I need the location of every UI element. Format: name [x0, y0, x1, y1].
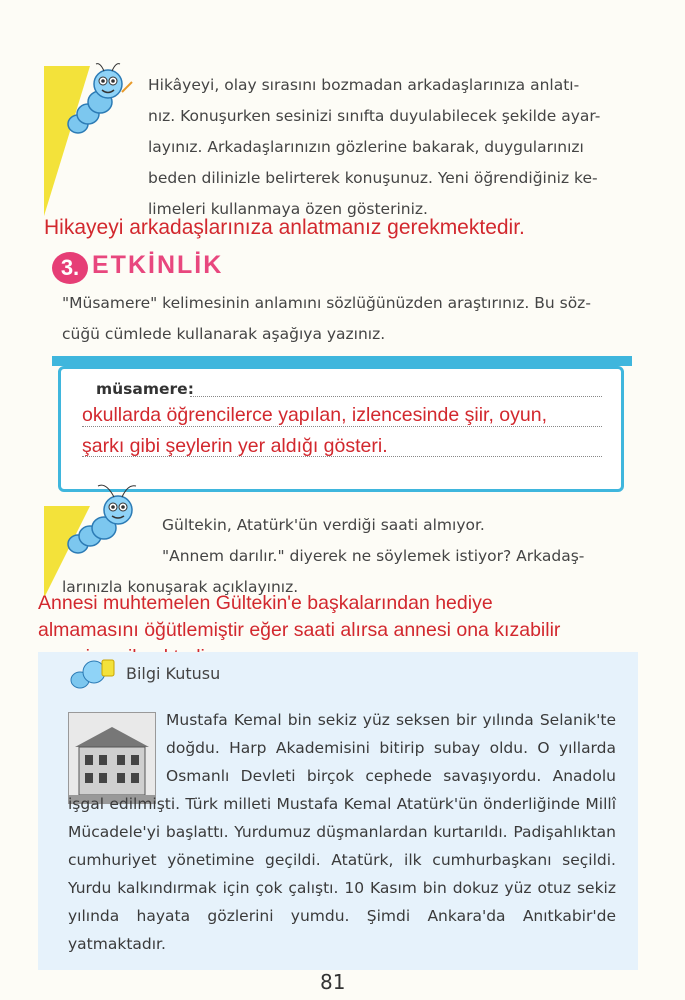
caterpillar-mascot-icon — [56, 480, 146, 560]
caterpillar-mascot-icon — [58, 62, 138, 142]
activity-title: ETKİNLİK — [92, 251, 224, 279]
storytelling-instructions — [148, 70, 622, 225]
page-number: 81 — [320, 970, 346, 994]
text-line: "Müsamere" kelimesinin anlamını sözlüğünüzden araştırınız. Bu söz- — [62, 294, 591, 312]
answer-line: okullarda öğrencilerce yapılan, izlencesinde şiir, oyun, — [82, 404, 548, 426]
answer-box-header-bar — [52, 356, 632, 366]
activity-instructions — [62, 288, 622, 350]
answer-line: Annesi muhtemelen Gültekin'e başkalarından hediye — [38, 592, 493, 614]
handwritten-answer-1: Hikayeyi arkadaşlarınıza anlatmanız gerekmektedir. — [44, 216, 525, 239]
text-line: cüğü cümlede kullanarak aşağıya yazınız. — [62, 325, 386, 343]
text-line: "Annem darılır." diyerek ne söylemek istiyor? Arkadaş- — [162, 547, 585, 565]
text-line: Gültekin, Atatürk'ün verdiği saati almıyor. — [162, 516, 485, 534]
text-line: layınız. Arkadaşlarınızın gözlerine bakarak, duygularınızı — [148, 138, 584, 156]
text-line: limeleri kullanmaya özen gösteriniz. — [148, 200, 428, 218]
dotted-line — [190, 396, 602, 397]
answer-label: müsamere: — [96, 380, 194, 398]
ataturk-biography-text — [68, 706, 616, 958]
biography-paragraph: Mustafa Kemal bin sekiz yüz seksen bir yılında Selanik'te doğdu. Harp Akademisini bitirip subay oldu. O yıllarda Osmanlı Devleti birçok cephede savaşıyordu. Anadolu işgal edilmişti. Türk milleti Mustafa Kemal Atatürk'ün önderliğinde Millî Mücadele'yi başlattı. Yurdumuz düşmanlardan kurtarıldı. Padişahlıktan cumhuriyet yönetimine geçildi. Atatürk, ilk cumhurbaşkanı seçildi. Yurdu kalkındırmak için çok çalıştı. 10 Kasım bin dokuz yüz otuz sekiz yılında hayata gözlerini yumdu. Şimdi Ankara'da Anıtkabir'de yatmaktadır. — [68, 711, 616, 953]
text-line: nız. Konuşurken sesinizi sınıfta duyulabilecek şekilde ayar- — [148, 107, 601, 125]
answer-line: almamasını öğütlemiştir eğer saati alırsa annesi ona kızabilir — [38, 619, 561, 641]
text-line: larınızla konuşarak açıklayınız. — [62, 578, 299, 596]
text-line: beden dilinizle belirterek konuşunuz. Yeni öğrendiğiniz ke- — [148, 169, 598, 187]
activity-number-badge: 3. — [52, 252, 88, 284]
answer-line: şarkı gibi şeylerin yer aldığı gösteri. — [82, 435, 388, 457]
handwritten-definition[interactable] — [82, 400, 602, 462]
info-bulb-icon — [64, 656, 120, 692]
text-line: Hikâyeyi, olay sırasını bozmadan arkadaşlarınıza anlatı- — [148, 76, 580, 94]
info-box-title: Bilgi Kutusu — [126, 664, 221, 683]
